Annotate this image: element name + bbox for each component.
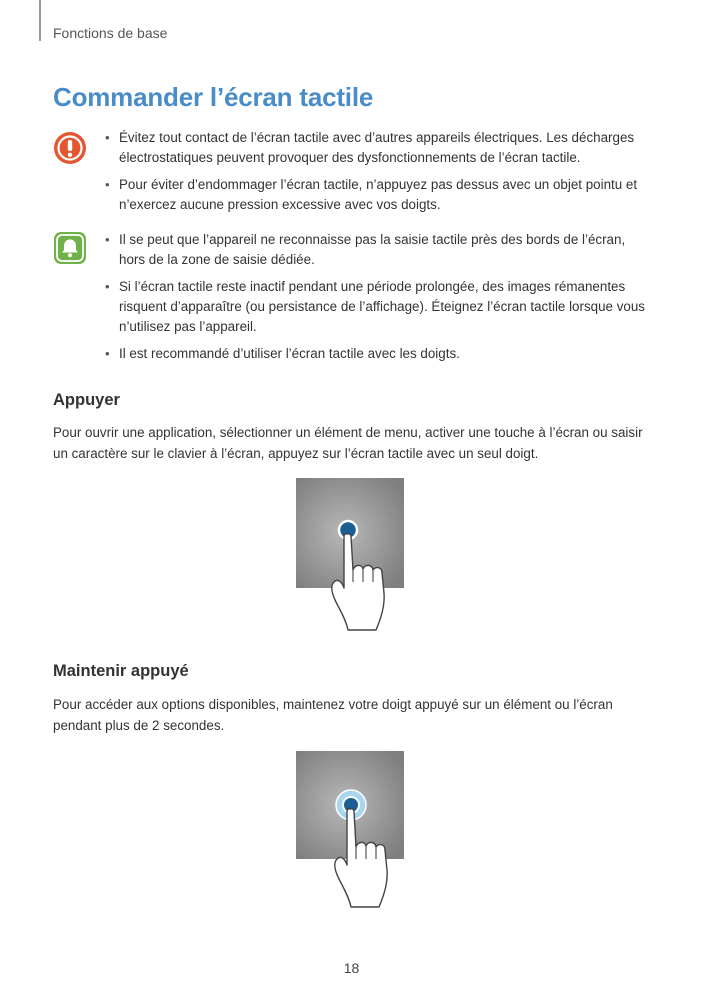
list-item: • Si l’écran tactile reste inactif pendant une période prolongée, des images rémanentes risquent d’apparaître (ou persistance de l’affichage). Éteignez l’écran tactile lorsque vous n’utilisez pas l’appareil. (105, 279, 646, 334)
page-number: 18 (343, 960, 360, 976)
section-text-hold: Pour accéder aux options disponibles, maintenez votre doigt appuyé sur un élément ou l’écran pendant plus de 2 secondes. (53, 697, 613, 733)
note-list (105, 230, 653, 371)
header-divider (39, 0, 41, 41)
tap-and-hold-gesture-icon (296, 751, 416, 911)
section-label: Fonctions de base (53, 25, 168, 41)
warning-list (105, 128, 653, 222)
section-text-tap: Pour ouvrir une application, sélectionner un élément de menu, activer une touche à l’écran ou saisir un caractère sur le clavier à l’écran, appuyez sur l’écran tactile avec un seul doigt. (53, 425, 643, 461)
page-title: Commander l’écran tactile (53, 82, 374, 112)
list-item: • Il se peut que l’appareil ne reconnaisse pas la saisie tactile près des bords de l’écran, hors de la zone de saisie dédiée. (105, 232, 626, 267)
tap-gesture-icon (296, 478, 416, 633)
bell-icon (53, 231, 87, 265)
section-heading-hold: Maintenir appuyé (53, 662, 189, 680)
section-heading-tap: Appuyer (53, 391, 120, 409)
warning-icon (53, 131, 87, 165)
list-item: • Évitez tout contact de l’écran tactile avec d’autres appareils électriques. Les décharges électrostatiques peuvent provoquer des dysfonctionnements de l’écran tactile. (105, 130, 635, 165)
list-item: • Pour éviter d’endommager l’écran tactile, n’appuyez pas dessus avec un objet pointu et n’exercez aucune pression excessive avec vos doigts. (105, 177, 638, 212)
list-item: • Il est recommandé d’utiliser l’écran tactile avec les doigts. (105, 346, 460, 361)
